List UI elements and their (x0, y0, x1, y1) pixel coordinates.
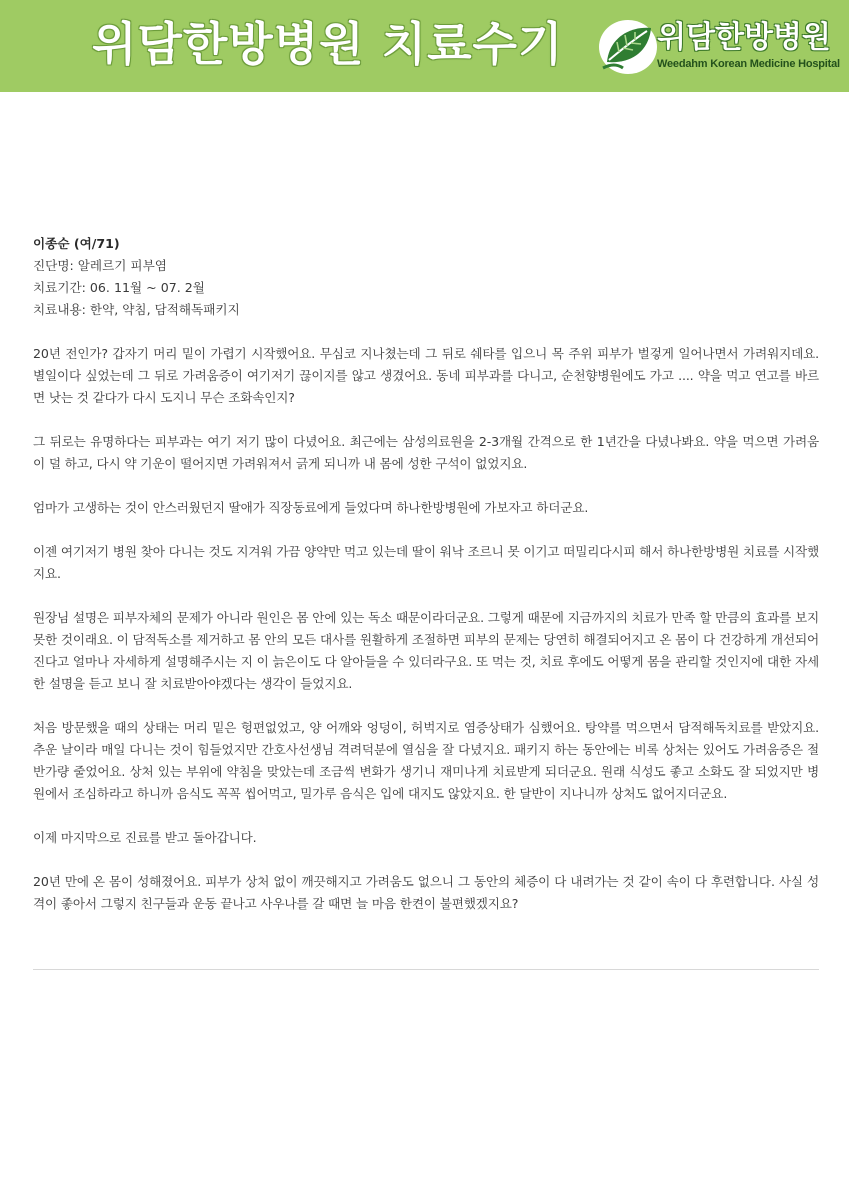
leaf-icon (597, 18, 659, 76)
treatment-details: 치료내용: 한약, 약침, 담적해독패키지 (33, 302, 240, 317)
paragraph: 20년 만에 온 몸이 성해졌어요. 피부가 상처 없이 깨끗해지고 가려움도 없으니 그 동안의 체증이 다 내려가는 것 같이 속이 다 후련합니다. 사실 성격이 좋아서 그렇지 친구들과 운동 끝나고 사우나를 갈 때면 늘 마음 한켠이 불편했겠지요? (33, 874, 819, 911)
patient-info (33, 233, 819, 321)
footer-divider (33, 969, 819, 970)
patient-name: 이종순 (여/71) (33, 236, 120, 251)
page-title: 위담한방병원 치료수기 (92, 17, 564, 71)
header-banner (0, 0, 849, 92)
paragraph: 20년 전인가? 갑자기 머리 밑이 가렵기 시작했어요. 무심코 지나쳤는데 그 뒤로 쉐타를 입으니 목 주위 피부가 벌겋게 일어나면서 가려워지데요. 별일이다 싶었는데 그 뒤로 가려움증이 여기저기 끊이지를 않고 생겼어요. 동네 피부과를 다니고, 순천향병원에도 가고 .... 약을 먹고 연고를 바르면 낫는 것 같다가 다시 도지니 무슨 조화속인지? (33, 346, 819, 405)
paragraph: 처음 방문했을 때의 상태는 머리 밑은 헝편없었고, 양 어깨와 엉덩이, 허벅지로 염증상태가 심했어요. 탕약를 먹으면서 담적해독치료를 받았지요. 추운 날이라 매일 다니는 것이 힘들었지만 간호사선생님 격려덕분에 열심을 잘 다녔지요. 패키지 하는 동안에는 비록 상처는 있어도 가려움증은 절반가량 줄었어요. 상처 있는 부위에 약침을 맞았는데 조금씩 변화가 생기니 재미나게 치료받게 되더군요. 원래 식성도 좋고 소화도 잘 되었지만 병원에서 조심하라고 하니까 음식도 꼭꼭 씹어먹고, 밀가루 음식은 입에 대지도 않았지요. 한 달반이 지나니까 상처도 없어지더군요. (33, 720, 819, 801)
testimonial-body (33, 343, 819, 915)
logo-english-name: Weedahm Korean Medicine Hospital (657, 58, 840, 70)
paragraph: 원장님 설명은 피부자체의 문제가 아니라 원인은 몸 안에 있는 독소 때문이라더군요. 그렇게 때문에 지금까지의 치료가 만족 할 만큼의 효과를 보지 못한 것이래요. 이 담적독소를 제거하고 몸 안의 모든 대사를 원활하게 조절하면 피부의 문제는 당연히 해결되어지고 온 몸이 다 건강하게 개선되어진다고 얼마나 자세하게 설명해주시는 지 이 늙은이도 다 알아들을 수 있더라구요. 또 먹는 것, 치료 후에도 어떻게 몸을 관리할 것인지에 대한 자세한 설명을 듣고 보니 잘 치료받아야겠다는 생각이 들었지요. (33, 610, 819, 691)
testimonial-content (33, 233, 819, 937)
paragraph: 이젠 여기저기 병원 찾아 다니는 것도 지겨워 가끔 양약만 먹고 있는데 딸이 워낙 조르니 못 이기고 떠밀리다시피 해서 하나한방병원 치료를 시작했지요. (33, 544, 819, 581)
logo-name: 위담한방병원 (657, 20, 831, 55)
paragraph: 그 뒤로는 유명하다는 피부과는 여기 저기 많이 다녔어요. 최근에는 삼성의료원을 2-3개월 간격으로 한 1년간을 다녔나봐요. 약을 먹으면 가려움이 덜 하고, 다시 약 기운이 떨어지면 가려워져서 긁게 되니까 내 몸에 성한 구석이 없었지요. (33, 434, 819, 471)
diagnosis: 진단명: 알레르기 피부염 (33, 258, 167, 273)
paragraph: 엄마가 고생하는 것이 안스러웠던지 딸애가 직장동료에게 들었다며 하나한방병원에 가보자고 하더군요. (33, 500, 589, 515)
paragraph: 이제 마지막으로 진료를 받고 돌아갑니다. (33, 830, 257, 845)
treatment-period: 치료기간: 06. 11월 ~ 07. 2월 (33, 280, 205, 295)
hospital-logo (597, 18, 840, 78)
